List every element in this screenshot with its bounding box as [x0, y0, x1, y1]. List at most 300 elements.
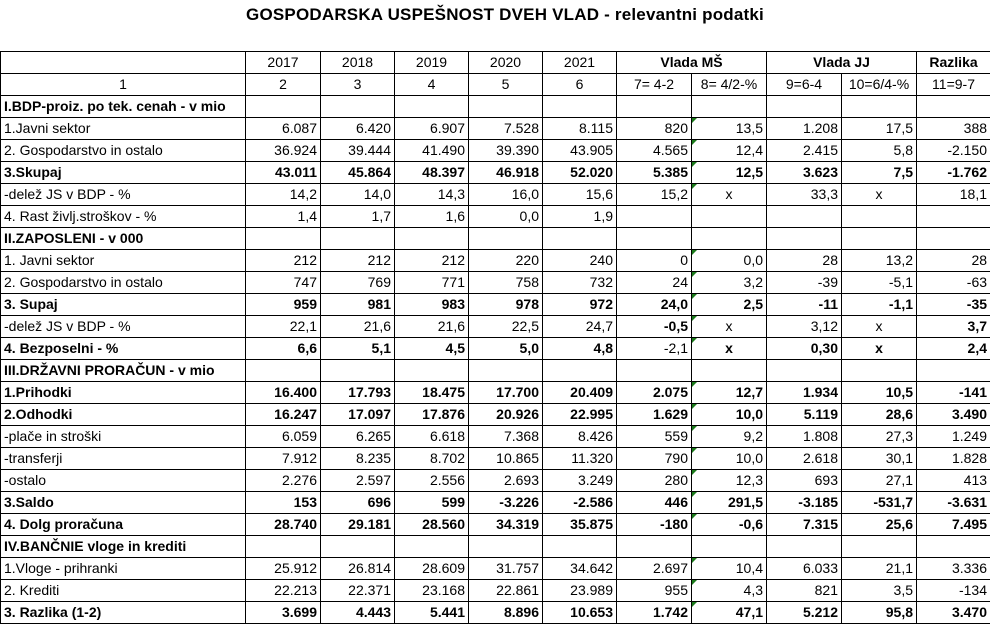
value-cell[interactable]: 693	[767, 470, 842, 492]
value-cell[interactable]: 25,6	[842, 514, 917, 536]
row-label[interactable]: 3.Skupaj	[1, 162, 246, 184]
value-cell[interactable]: 47,1	[692, 602, 767, 624]
value-cell[interactable]: 17,5	[842, 118, 917, 140]
value-cell[interactable]: 8.235	[321, 448, 395, 470]
header-col-number[interactable]: 6	[543, 74, 617, 96]
value-cell[interactable]	[842, 206, 917, 228]
empty-cell[interactable]	[321, 360, 395, 382]
empty-cell[interactable]	[395, 96, 469, 118]
empty-cell[interactable]	[842, 228, 917, 250]
value-cell[interactable]: 9,2	[692, 426, 767, 448]
empty-cell[interactable]	[842, 360, 917, 382]
value-cell[interactable]: 28.560	[395, 514, 469, 536]
empty-cell[interactable]	[842, 96, 917, 118]
header-year[interactable]: 2019	[395, 52, 469, 74]
row-label[interactable]: -delež JS v BDP - %	[1, 316, 246, 338]
value-cell[interactable]: -5,1	[842, 272, 917, 294]
value-cell[interactable]: 22,5	[469, 316, 543, 338]
row-label[interactable]: 3. Supaj	[1, 294, 246, 316]
header-col-number[interactable]: 2	[246, 74, 321, 96]
value-cell[interactable]: 12,4	[692, 140, 767, 162]
value-cell[interactable]: -39	[767, 272, 842, 294]
empty-cell[interactable]	[917, 96, 990, 118]
empty-cell[interactable]	[692, 536, 767, 558]
value-cell[interactable]: 7.495	[917, 514, 990, 536]
header-col-number[interactable]: 4	[395, 74, 469, 96]
value-cell[interactable]: 5.119	[767, 404, 842, 426]
value-cell[interactable]: 212	[395, 250, 469, 272]
header-year[interactable]: 2021	[543, 52, 617, 74]
value-cell[interactable]: 10,0	[692, 448, 767, 470]
value-cell[interactable]	[767, 206, 842, 228]
empty-cell[interactable]	[543, 96, 617, 118]
empty-cell[interactable]	[469, 96, 543, 118]
value-cell[interactable]: -141	[917, 382, 990, 404]
value-cell[interactable]: 20.409	[543, 382, 617, 404]
empty-cell[interactable]	[321, 228, 395, 250]
value-cell[interactable]: 43.905	[543, 140, 617, 162]
value-cell[interactable]: 41.490	[395, 140, 469, 162]
table-row	[1, 382, 990, 404]
value-cell[interactable]: 3,7	[917, 316, 990, 338]
value-cell[interactable]: 696	[321, 492, 395, 514]
row-label[interactable]: 1. Javni sektor	[1, 250, 246, 272]
table-row	[1, 162, 990, 184]
value-cell[interactable]: -2.586	[543, 492, 617, 514]
value-cell[interactable]: -35	[917, 294, 990, 316]
empty-cell[interactable]	[543, 360, 617, 382]
value-cell[interactable]: 10,5	[842, 382, 917, 404]
empty-cell[interactable]	[246, 536, 321, 558]
value-cell[interactable]: 29.181	[321, 514, 395, 536]
value-cell[interactable]: -180	[617, 514, 692, 536]
row-label[interactable]: -ostalo	[1, 470, 246, 492]
value-cell[interactable]: 16.400	[246, 382, 321, 404]
empty-cell[interactable]	[469, 536, 543, 558]
value-cell[interactable]: 28.740	[246, 514, 321, 536]
header-col-number[interactable]: 7= 4-2	[617, 74, 692, 96]
value-cell[interactable]: 30,1	[842, 448, 917, 470]
value-cell[interactable]: 388	[917, 118, 990, 140]
empty-cell[interactable]	[767, 228, 842, 250]
row-label[interactable]: -transferji	[1, 448, 246, 470]
value-cell[interactable]: 6.618	[395, 426, 469, 448]
value-cell[interactable]	[617, 206, 692, 228]
value-cell[interactable]: 0,30	[767, 338, 842, 360]
value-cell[interactable]: 28.609	[395, 558, 469, 580]
value-cell[interactable]: 6.907	[395, 118, 469, 140]
value-cell[interactable]: 3,5	[842, 580, 917, 602]
row-label[interactable]: 1.Javni sektor	[1, 118, 246, 140]
value-cell[interactable]: 959	[246, 294, 321, 316]
value-cell[interactable]: 2.276	[246, 470, 321, 492]
header-row-numbers	[1, 74, 990, 96]
value-cell[interactable]: 6.033	[767, 558, 842, 580]
table-row	[1, 184, 990, 206]
value-cell[interactable]: 747	[246, 272, 321, 294]
empty-cell[interactable]	[617, 360, 692, 382]
empty-cell[interactable]	[692, 228, 767, 250]
value-cell[interactable]: 790	[617, 448, 692, 470]
section-row	[1, 536, 990, 558]
value-cell[interactable]: 2.415	[767, 140, 842, 162]
empty-cell[interactable]	[917, 360, 990, 382]
value-cell[interactable]	[692, 206, 767, 228]
value-cell[interactable]: 291,5	[692, 492, 767, 514]
empty-cell[interactable]	[842, 536, 917, 558]
empty-cell[interactable]	[543, 228, 617, 250]
header-col-number[interactable]: 10=6/4-%	[842, 74, 917, 96]
value-cell[interactable]: 1.742	[617, 602, 692, 624]
empty-cell[interactable]	[617, 536, 692, 558]
value-cell[interactable]: 33,3	[767, 184, 842, 206]
value-cell[interactable]: 17.793	[321, 382, 395, 404]
empty-cell[interactable]	[321, 96, 395, 118]
value-cell[interactable]: 12,3	[692, 470, 767, 492]
empty-cell[interactable]	[246, 360, 321, 382]
value-cell[interactable]: 3.470	[917, 602, 990, 624]
value-cell[interactable]: 2,5	[692, 294, 767, 316]
empty-cell[interactable]	[469, 360, 543, 382]
value-cell[interactable]: -1.762	[917, 162, 990, 184]
empty-cell[interactable]	[246, 96, 321, 118]
value-cell[interactable]: 821	[767, 580, 842, 602]
value-cell[interactable]: 7,5	[842, 162, 917, 184]
value-cell[interactable]: 599	[395, 492, 469, 514]
value-cell[interactable]: 5,1	[321, 338, 395, 360]
row-label[interactable]: 2. Gospodarstvo in ostalo	[1, 272, 246, 294]
value-cell[interactable]: 2.556	[395, 470, 469, 492]
value-cell[interactable]: -2,1	[617, 338, 692, 360]
value-cell[interactable]: 3.249	[543, 470, 617, 492]
header-col-number[interactable]: 8= 4/2-%	[692, 74, 767, 96]
header-group-vlada-jj[interactable]: Vlada JJ	[767, 52, 917, 74]
value-cell[interactable]: 22,1	[246, 316, 321, 338]
value-cell[interactable]: 1,4	[246, 206, 321, 228]
value-cell[interactable]: -3.185	[767, 492, 842, 514]
value-cell[interactable]: 4.443	[321, 602, 395, 624]
value-cell[interactable]: -11	[767, 294, 842, 316]
header-year[interactable]: 2018	[321, 52, 395, 74]
value-cell[interactable]: 220	[469, 250, 543, 272]
value-cell[interactable]: 240	[543, 250, 617, 272]
value-cell[interactable]: 8.896	[469, 602, 543, 624]
value-cell[interactable]: 6.059	[246, 426, 321, 448]
table-row	[1, 118, 990, 140]
value-cell[interactable]: 16.247	[246, 404, 321, 426]
table-row	[1, 470, 990, 492]
value-cell[interactable]: x	[842, 316, 917, 338]
value-cell[interactable]: 5.441	[395, 602, 469, 624]
row-label[interactable]: 4. Bezposelni - %	[1, 338, 246, 360]
value-cell[interactable]: 43.011	[246, 162, 321, 184]
table-row	[1, 294, 990, 316]
section-row	[1, 96, 990, 118]
value-cell[interactable]: 12,7	[692, 382, 767, 404]
value-cell[interactable]: 732	[543, 272, 617, 294]
value-cell[interactable]: 27,3	[842, 426, 917, 448]
value-cell[interactable]: 22.861	[469, 580, 543, 602]
value-cell[interactable]: 21,6	[321, 316, 395, 338]
value-cell[interactable]: 31.757	[469, 558, 543, 580]
value-cell[interactable]: 26.814	[321, 558, 395, 580]
value-cell[interactable]: 7.315	[767, 514, 842, 536]
value-cell[interactable]: -1,1	[842, 294, 917, 316]
table-row	[1, 580, 990, 602]
value-cell[interactable]: 972	[543, 294, 617, 316]
value-cell[interactable]: 0,0	[692, 250, 767, 272]
row-label[interactable]: 2.Odhodki	[1, 404, 246, 426]
value-cell[interactable]: 10,0	[692, 404, 767, 426]
value-cell[interactable]: 13,5	[692, 118, 767, 140]
value-cell[interactable]: 15,6	[543, 184, 617, 206]
value-cell[interactable]: 1.629	[617, 404, 692, 426]
value-cell[interactable]: 39.390	[469, 140, 543, 162]
empty-cell[interactable]	[917, 536, 990, 558]
section-label[interactable]: I.BDP-proiz. po tek. cenah - v mio	[1, 96, 246, 118]
value-cell[interactable]: 955	[617, 580, 692, 602]
section-label[interactable]: III.DRŽAVNI PRORAČUN - v mio	[1, 360, 246, 382]
value-cell[interactable]: 48.397	[395, 162, 469, 184]
empty-cell[interactable]	[395, 536, 469, 558]
value-cell[interactable]: 10.865	[469, 448, 543, 470]
row-label[interactable]: 2. Krediti	[1, 580, 246, 602]
value-cell[interactable]: 5,0	[469, 338, 543, 360]
value-cell[interactable]: 8.426	[543, 426, 617, 448]
value-cell[interactable]: 39.444	[321, 140, 395, 162]
value-cell[interactable]: 28	[767, 250, 842, 272]
value-cell[interactable]: 1.808	[767, 426, 842, 448]
row-label[interactable]: 4. Dolg proračuna	[1, 514, 246, 536]
empty-cell[interactable]	[767, 96, 842, 118]
value-cell[interactable]: 2.597	[321, 470, 395, 492]
value-cell[interactable]: 13,2	[842, 250, 917, 272]
value-cell[interactable]: x	[692, 338, 767, 360]
value-cell[interactable]: 14,0	[321, 184, 395, 206]
value-cell[interactable]: 8.115	[543, 118, 617, 140]
value-cell[interactable]: 5.212	[767, 602, 842, 624]
value-cell[interactable]: 4,5	[395, 338, 469, 360]
value-cell[interactable]: 14,2	[246, 184, 321, 206]
value-cell[interactable]: 24	[617, 272, 692, 294]
empty-cell[interactable]	[395, 228, 469, 250]
empty-cell[interactable]	[469, 228, 543, 250]
empty-cell[interactable]	[692, 96, 767, 118]
value-cell[interactable]: 22.371	[321, 580, 395, 602]
value-cell[interactable]: 7.368	[469, 426, 543, 448]
value-cell[interactable]: -531,7	[842, 492, 917, 514]
value-cell[interactable]: 769	[321, 272, 395, 294]
value-cell[interactable]: 0,0	[469, 206, 543, 228]
value-cell[interactable]: 3.490	[917, 404, 990, 426]
value-cell[interactable]: 212	[321, 250, 395, 272]
header-col-number[interactable]: 11=9-7	[917, 74, 990, 96]
value-cell[interactable]: 446	[617, 492, 692, 514]
empty-cell[interactable]	[321, 536, 395, 558]
header-cell-empty[interactable]	[1, 52, 246, 74]
value-cell[interactable]: 981	[321, 294, 395, 316]
header-col-number[interactable]: 1	[1, 74, 246, 96]
value-cell[interactable]: 5.385	[617, 162, 692, 184]
value-cell[interactable]: 3.699	[246, 602, 321, 624]
value-cell[interactable]: x	[692, 184, 767, 206]
table-row	[1, 602, 990, 624]
value-cell[interactable]: 17.097	[321, 404, 395, 426]
empty-cell[interactable]	[246, 228, 321, 250]
value-cell[interactable]: -3.631	[917, 492, 990, 514]
value-cell[interactable]: 3.623	[767, 162, 842, 184]
value-cell[interactable]: 18.475	[395, 382, 469, 404]
section-label[interactable]: IV.BANČNIE vloge in krediti	[1, 536, 246, 558]
table-row	[1, 338, 990, 360]
row-label[interactable]: 1.Prihodki	[1, 382, 246, 404]
value-cell[interactable]: 771	[395, 272, 469, 294]
empty-cell[interactable]	[543, 536, 617, 558]
header-col-number[interactable]: 9=6-4	[767, 74, 842, 96]
value-cell[interactable]: 14,3	[395, 184, 469, 206]
value-cell[interactable]: 6.265	[321, 426, 395, 448]
header-year[interactable]: 2017	[246, 52, 321, 74]
value-cell[interactable]: 10,4	[692, 558, 767, 580]
header-year[interactable]: 2020	[469, 52, 543, 74]
value-cell[interactable]: 6.420	[321, 118, 395, 140]
value-cell[interactable]: 34.319	[469, 514, 543, 536]
value-cell[interactable]: -134	[917, 580, 990, 602]
value-cell[interactable]: 0	[617, 250, 692, 272]
value-cell[interactable]: 18,1	[917, 184, 990, 206]
value-cell[interactable]: 978	[469, 294, 543, 316]
value-cell[interactable]: 2.618	[767, 448, 842, 470]
value-cell[interactable]: 559	[617, 426, 692, 448]
value-cell[interactable]: 1.249	[917, 426, 990, 448]
value-cell[interactable]: 1.208	[767, 118, 842, 140]
value-cell[interactable]: 17.700	[469, 382, 543, 404]
value-cell[interactable]: 15,2	[617, 184, 692, 206]
value-cell[interactable]: x	[842, 184, 917, 206]
value-cell[interactable]: 16,0	[469, 184, 543, 206]
value-cell[interactable]: 28	[917, 250, 990, 272]
value-cell[interactable]: 46.918	[469, 162, 543, 184]
value-cell[interactable]: 983	[395, 294, 469, 316]
row-label[interactable]: 4. Rast življ.stroškov - %	[1, 206, 246, 228]
empty-cell[interactable]	[395, 360, 469, 382]
value-cell[interactable]: -63	[917, 272, 990, 294]
value-cell[interactable]: 22.995	[543, 404, 617, 426]
value-cell[interactable]: 280	[617, 470, 692, 492]
row-label[interactable]: 1.Vloge - prihranki	[1, 558, 246, 580]
empty-cell[interactable]	[617, 96, 692, 118]
empty-cell[interactable]	[767, 536, 842, 558]
value-cell[interactable]: 2.693	[469, 470, 543, 492]
value-cell[interactable]: 7.528	[469, 118, 543, 140]
value-cell[interactable]: 5,8	[842, 140, 917, 162]
value-cell[interactable]: 3,12	[767, 316, 842, 338]
value-cell[interactable]: 758	[469, 272, 543, 294]
header-group-razlika[interactable]: Razlika	[917, 52, 990, 74]
value-cell[interactable]: 2.075	[617, 382, 692, 404]
value-cell[interactable]: 95,8	[842, 602, 917, 624]
section-label[interactable]: II.ZAPOSLENI - v 000	[1, 228, 246, 250]
header-col-number[interactable]: 5	[469, 74, 543, 96]
empty-cell[interactable]	[917, 228, 990, 250]
value-cell[interactable]: 36.924	[246, 140, 321, 162]
value-cell[interactable]: 413	[917, 470, 990, 492]
value-cell[interactable]: 24,0	[617, 294, 692, 316]
value-cell[interactable]: 7.912	[246, 448, 321, 470]
value-cell[interactable]: 45.864	[321, 162, 395, 184]
value-cell[interactable]: 23.989	[543, 580, 617, 602]
value-cell[interactable]: 22.213	[246, 580, 321, 602]
value-cell[interactable]	[917, 206, 990, 228]
value-cell[interactable]: 27,1	[842, 470, 917, 492]
value-cell[interactable]: 4,3	[692, 580, 767, 602]
header-group-vlada-ms[interactable]: Vlada MŠ	[617, 52, 767, 74]
value-cell[interactable]: 2.697	[617, 558, 692, 580]
value-cell[interactable]: x	[692, 316, 767, 338]
value-cell[interactable]: 25.912	[246, 558, 321, 580]
value-cell[interactable]: -2.150	[917, 140, 990, 162]
empty-cell[interactable]	[767, 360, 842, 382]
value-cell[interactable]: 153	[246, 492, 321, 514]
value-cell[interactable]: 10.653	[543, 602, 617, 624]
value-cell[interactable]: 212	[246, 250, 321, 272]
value-cell[interactable]: 11.320	[543, 448, 617, 470]
value-cell[interactable]: 6.087	[246, 118, 321, 140]
row-label[interactable]: 3.Saldo	[1, 492, 246, 514]
row-label[interactable]: 2. Gospodarstvo in ostalo	[1, 140, 246, 162]
value-cell[interactable]: 35.875	[543, 514, 617, 536]
value-cell[interactable]: 1,6	[395, 206, 469, 228]
value-cell[interactable]: 20.926	[469, 404, 543, 426]
value-cell[interactable]: 24,7	[543, 316, 617, 338]
value-cell[interactable]: 820	[617, 118, 692, 140]
value-cell[interactable]: 17.876	[395, 404, 469, 426]
value-cell[interactable]: 52.020	[543, 162, 617, 184]
table-row	[1, 426, 990, 448]
value-cell[interactable]: 1,9	[543, 206, 617, 228]
empty-cell[interactable]	[692, 360, 767, 382]
value-cell[interactable]: 28,6	[842, 404, 917, 426]
row-label[interactable]: -plače in stroški	[1, 426, 246, 448]
value-cell[interactable]: -3.226	[469, 492, 543, 514]
value-cell[interactable]: 12,5	[692, 162, 767, 184]
value-cell[interactable]: x	[842, 338, 917, 360]
value-cell[interactable]: 4.565	[617, 140, 692, 162]
row-label[interactable]: -delež JS v BDP - %	[1, 184, 246, 206]
value-cell[interactable]: 34.642	[543, 558, 617, 580]
value-cell[interactable]: 1.828	[917, 448, 990, 470]
value-cell[interactable]: 3.336	[917, 558, 990, 580]
value-cell[interactable]: 21,6	[395, 316, 469, 338]
value-cell[interactable]: 1.934	[767, 382, 842, 404]
value-cell[interactable]: 4,8	[543, 338, 617, 360]
header-row-years	[1, 52, 990, 74]
value-cell[interactable]: 21,1	[842, 558, 917, 580]
value-cell[interactable]: 8.702	[395, 448, 469, 470]
section-row	[1, 360, 990, 382]
row-label[interactable]: 3. Razlika (1-2)	[1, 602, 246, 624]
value-cell[interactable]: 2,4	[917, 338, 990, 360]
value-cell[interactable]: 3,2	[692, 272, 767, 294]
value-cell[interactable]: 1,7	[321, 206, 395, 228]
empty-cell[interactable]	[617, 228, 692, 250]
header-col-number[interactable]: 3	[321, 74, 395, 96]
value-cell[interactable]: -0,5	[617, 316, 692, 338]
value-cell[interactable]: 23.168	[395, 580, 469, 602]
section-row	[1, 228, 990, 250]
value-cell[interactable]: 6,6	[246, 338, 321, 360]
value-cell[interactable]: -0,6	[692, 514, 767, 536]
